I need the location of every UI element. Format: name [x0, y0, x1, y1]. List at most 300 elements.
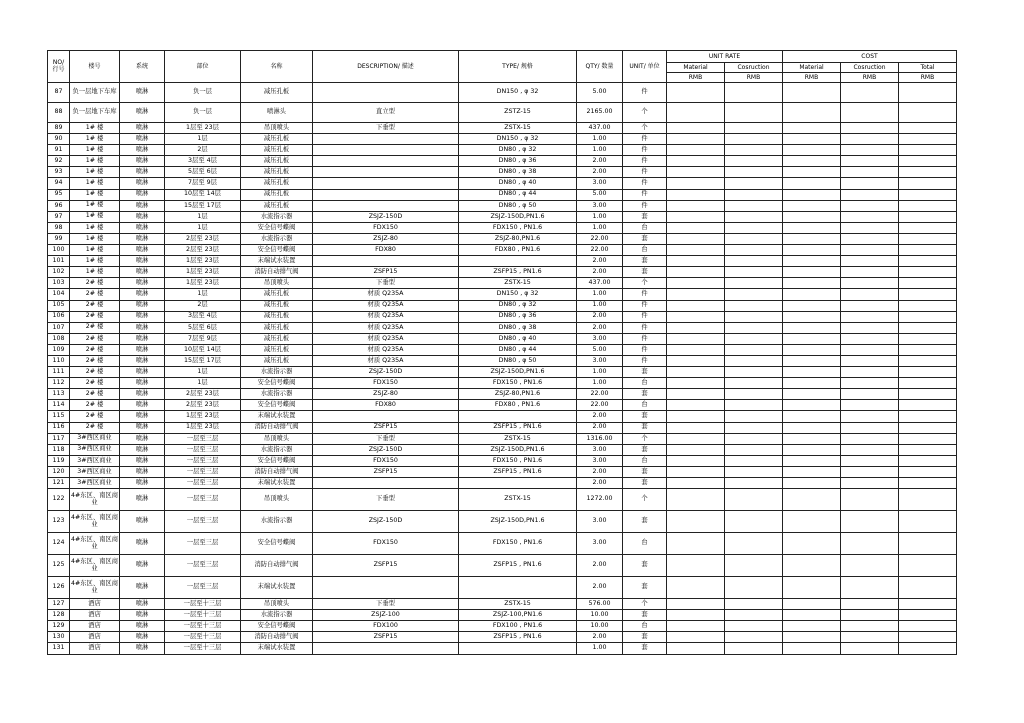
- row-building: 2# 楼: [70, 300, 120, 311]
- row-no: 89: [48, 123, 70, 134]
- row-no: 120: [48, 466, 70, 477]
- row-cost-cell: [725, 178, 783, 189]
- row-cost-cell: [725, 643, 783, 654]
- row-description: ZSFP15: [313, 422, 459, 433]
- row-description: ZSFP15: [313, 555, 459, 577]
- row-cost-cell: [783, 478, 841, 489]
- row-no: 111: [48, 367, 70, 378]
- row-cost-cell: [841, 577, 899, 599]
- row-cost-cell: [899, 178, 957, 189]
- row-system: 喷淋: [120, 156, 165, 167]
- row-system: 喷淋: [120, 511, 165, 533]
- row-cost-cell: [899, 433, 957, 444]
- row-cost-cell: [667, 267, 725, 278]
- row-cost-cell: [667, 211, 725, 222]
- table-row: [48, 211, 957, 222]
- row-no: 91: [48, 145, 70, 156]
- row-name: 水流指示器: [241, 610, 313, 621]
- row-type: DN150 , φ 32: [459, 289, 577, 300]
- row-name: 减压孔板: [241, 83, 313, 103]
- row-type: ZSTX-15: [459, 278, 577, 289]
- table-row: [48, 610, 957, 621]
- row-cost-cell: [841, 344, 899, 355]
- row-location: 一层至三层: [165, 455, 241, 466]
- row-qty: 1.00: [577, 134, 623, 145]
- table-row: [48, 355, 957, 366]
- row-building: 4#东区、南区商业: [70, 511, 120, 533]
- row-cost-cell: [667, 311, 725, 322]
- row-cost-cell: [667, 621, 725, 632]
- row-unit: 套: [623, 211, 667, 222]
- row-location: 1层: [165, 211, 241, 222]
- row-cost-cell: [899, 289, 957, 300]
- row-cost-cell: [841, 533, 899, 555]
- row-cost-cell: [783, 344, 841, 355]
- row-system: 喷淋: [120, 577, 165, 599]
- row-cost-cell: [783, 145, 841, 156]
- row-unit: 套: [623, 610, 667, 621]
- row-cost-cell: [667, 610, 725, 621]
- row-cost-cell: [667, 433, 725, 444]
- row-cost-cell: [899, 478, 957, 489]
- table-row: [48, 289, 957, 300]
- row-description: ZSFP15: [313, 466, 459, 477]
- row-location: 2层至 23层: [165, 233, 241, 244]
- row-type: ZSTX-15: [459, 599, 577, 610]
- row-cost-cell: [783, 83, 841, 103]
- row-no: 123: [48, 511, 70, 533]
- row-cost-cell: [667, 322, 725, 333]
- row-cost-cell: [667, 83, 725, 103]
- row-description: ZSJZ-80: [313, 233, 459, 244]
- row-cost-cell: [783, 643, 841, 654]
- row-cost-cell: [783, 134, 841, 145]
- row-unit: 台: [623, 400, 667, 411]
- row-unit: 套: [623, 466, 667, 477]
- col-header-description: DESCRIPTION/ 描述: [313, 51, 459, 83]
- row-cost-cell: [725, 245, 783, 256]
- row-type: [459, 411, 577, 422]
- row-no: 117: [48, 433, 70, 444]
- row-cost-cell: [725, 389, 783, 400]
- col-header-unit-rate: UNIT RATE: [667, 51, 783, 63]
- row-cost-cell: [725, 533, 783, 555]
- row-cost-cell: [899, 344, 957, 355]
- row-cost-cell: [725, 200, 783, 211]
- row-system: 喷淋: [120, 145, 165, 156]
- row-cost-cell: [783, 156, 841, 167]
- row-building: 4#东区、南区商业: [70, 489, 120, 511]
- row-unit: 件: [623, 333, 667, 344]
- row-system: 喷淋: [120, 466, 165, 477]
- row-type: DN80 , φ 32: [459, 145, 577, 156]
- row-qty: 22.00: [577, 400, 623, 411]
- table-row: [48, 233, 957, 244]
- row-cost-cell: [667, 145, 725, 156]
- row-description: FDX80: [313, 245, 459, 256]
- row-qty: 10.00: [577, 610, 623, 621]
- row-cost-cell: [899, 189, 957, 200]
- row-type: DN150 , φ 32: [459, 83, 577, 103]
- row-cost-cell: [667, 478, 725, 489]
- row-cost-cell: [725, 311, 783, 322]
- row-name: 减压孔板: [241, 322, 313, 333]
- row-qty: 22.00: [577, 233, 623, 244]
- row-qty: 22.00: [577, 245, 623, 256]
- row-building: 酒店: [70, 599, 120, 610]
- table-row: [48, 511, 957, 533]
- row-cost-cell: [841, 83, 899, 103]
- row-name: 末端试水装置: [241, 411, 313, 422]
- col-header-rate-material: Material: [667, 63, 725, 73]
- row-qty: 1.00: [577, 300, 623, 311]
- row-no: 96: [48, 200, 70, 211]
- row-description: [313, 577, 459, 599]
- col-header-currency: RMB: [783, 73, 841, 83]
- row-building: 4#东区、南区商业: [70, 533, 120, 555]
- row-cost-cell: [725, 344, 783, 355]
- row-cost-cell: [899, 278, 957, 289]
- row-type: [459, 577, 577, 599]
- row-cost-cell: [725, 444, 783, 455]
- row-no: 116: [48, 422, 70, 433]
- row-cost-cell: [725, 355, 783, 366]
- row-location: 负一层: [165, 83, 241, 103]
- row-no: 109: [48, 344, 70, 355]
- row-unit: 套: [623, 367, 667, 378]
- row-qty: 2.00: [577, 466, 623, 477]
- row-cost-cell: [899, 378, 957, 389]
- row-cost-cell: [899, 389, 957, 400]
- row-cost-cell: [667, 200, 725, 211]
- row-type: DN80 , φ 38: [459, 322, 577, 333]
- row-location: 2层: [165, 145, 241, 156]
- row-system: 喷淋: [120, 367, 165, 378]
- table-row: [48, 134, 957, 145]
- row-description: [313, 156, 459, 167]
- row-cost-cell: [783, 577, 841, 599]
- row-unit: 台: [623, 378, 667, 389]
- row-description: ZSFP15: [313, 267, 459, 278]
- row-cost-cell: [841, 610, 899, 621]
- row-cost-cell: [725, 466, 783, 477]
- row-building: 1# 楼: [70, 233, 120, 244]
- col-header-unit: UNIT/ 单位: [623, 51, 667, 83]
- row-cost-cell: [899, 466, 957, 477]
- row-building: 3#西区商业: [70, 444, 120, 455]
- col-header-qty: QTY/ 数量: [577, 51, 623, 83]
- row-no: 105: [48, 300, 70, 311]
- row-location: 1层至 23层: [165, 123, 241, 134]
- row-qty: 2.00: [577, 478, 623, 489]
- row-cost-cell: [899, 599, 957, 610]
- row-cost-cell: [725, 156, 783, 167]
- row-cost-cell: [783, 355, 841, 366]
- row-description: 材质 Q235A: [313, 300, 459, 311]
- table-row: [48, 533, 957, 555]
- row-no: 114: [48, 400, 70, 411]
- row-unit: 套: [623, 643, 667, 654]
- row-cost-cell: [783, 311, 841, 322]
- row-cost-cell: [841, 355, 899, 366]
- row-no: 100: [48, 245, 70, 256]
- row-cost-cell: [783, 256, 841, 267]
- row-building: 2# 楼: [70, 311, 120, 322]
- row-no: 130: [48, 632, 70, 643]
- row-type: DN80 , φ 50: [459, 200, 577, 211]
- row-location: 2层至 23层: [165, 400, 241, 411]
- row-location: 一层至十三层: [165, 643, 241, 654]
- table-row: [48, 489, 957, 511]
- row-description: 材质 Q235A: [313, 344, 459, 355]
- row-type: DN80 , φ 44: [459, 189, 577, 200]
- row-system: 喷淋: [120, 333, 165, 344]
- row-no: 90: [48, 134, 70, 145]
- row-location: 一层至十三层: [165, 632, 241, 643]
- table-row: [48, 267, 957, 278]
- row-name: 减压孔板: [241, 167, 313, 178]
- row-type: FDX150 , PN1.6: [459, 533, 577, 555]
- row-type: ZSFP15 , PN1.6: [459, 466, 577, 477]
- row-no: 122: [48, 489, 70, 511]
- row-unit: 套: [623, 411, 667, 422]
- row-description: FDX80: [313, 400, 459, 411]
- row-building: 1# 楼: [70, 167, 120, 178]
- row-cost-cell: [725, 267, 783, 278]
- row-description: ZSJZ-100: [313, 610, 459, 621]
- row-qty: 2.00: [577, 311, 623, 322]
- row-cost-cell: [667, 278, 725, 289]
- table-row: [48, 311, 957, 322]
- row-building: 1# 楼: [70, 134, 120, 145]
- row-system: 喷淋: [120, 189, 165, 200]
- row-cost-cell: [725, 367, 783, 378]
- row-location: 一层至三层: [165, 511, 241, 533]
- row-cost-cell: [783, 411, 841, 422]
- row-unit: 个: [623, 433, 667, 444]
- table-row: [48, 621, 957, 632]
- row-cost-cell: [841, 156, 899, 167]
- table-row: [48, 333, 957, 344]
- row-type: FDX80 , PN1.6: [459, 400, 577, 411]
- row-cost-cell: [783, 400, 841, 411]
- row-unit: 件: [623, 355, 667, 366]
- col-header-currency: RMB: [725, 73, 783, 83]
- row-qty: 5.00: [577, 344, 623, 355]
- table-row: [48, 389, 957, 400]
- row-building: 2# 楼: [70, 322, 120, 333]
- row-unit: 件: [623, 189, 667, 200]
- row-type: DN80 , φ 44: [459, 344, 577, 355]
- row-location: 1层至 23层: [165, 267, 241, 278]
- row-type: ZSJZ-150D,PN1.6: [459, 444, 577, 455]
- row-no: 94: [48, 178, 70, 189]
- row-description: 直立型: [313, 103, 459, 123]
- row-cost-cell: [841, 411, 899, 422]
- row-cost-cell: [725, 610, 783, 621]
- row-name: 吊顶喷头: [241, 489, 313, 511]
- row-cost-cell: [667, 156, 725, 167]
- row-cost-cell: [841, 466, 899, 477]
- row-type: ZSFP15 , PN1.6: [459, 632, 577, 643]
- table-row: [48, 344, 957, 355]
- row-building: 2# 楼: [70, 333, 120, 344]
- row-description: [313, 200, 459, 211]
- row-cost-cell: [725, 422, 783, 433]
- row-cost-cell: [667, 555, 725, 577]
- row-unit: 套: [623, 422, 667, 433]
- table-row: [48, 300, 957, 311]
- row-name: 末端试水装置: [241, 643, 313, 654]
- row-system: 喷淋: [120, 178, 165, 189]
- table-row: [48, 322, 957, 333]
- row-system: 喷淋: [120, 599, 165, 610]
- row-cost-cell: [783, 200, 841, 211]
- row-location: 一层至三层: [165, 444, 241, 455]
- row-qty: 1.00: [577, 222, 623, 233]
- row-system: 喷淋: [120, 211, 165, 222]
- row-cost-cell: [841, 267, 899, 278]
- row-description: 下垂型: [313, 278, 459, 289]
- row-location: 1层: [165, 134, 241, 145]
- row-type: ZSJZ-150D,PN1.6: [459, 367, 577, 378]
- row-unit: 套: [623, 233, 667, 244]
- row-description: [313, 167, 459, 178]
- row-cost-cell: [841, 422, 899, 433]
- row-cost-cell: [667, 355, 725, 366]
- row-description: 材质 Q235A: [313, 311, 459, 322]
- row-description: FDX150: [313, 533, 459, 555]
- row-location: 一层至三层: [165, 533, 241, 555]
- row-building: 2# 楼: [70, 355, 120, 366]
- row-cost-cell: [899, 422, 957, 433]
- row-qty: 1272.00: [577, 489, 623, 511]
- row-name: 末端试水装置: [241, 256, 313, 267]
- col-header-rate-construction: Cosruction: [725, 63, 783, 73]
- row-type: DN80 , φ 40: [459, 178, 577, 189]
- row-cost-cell: [841, 103, 899, 123]
- col-header-location: 部位: [165, 51, 241, 83]
- row-cost-cell: [667, 466, 725, 477]
- col-header-cost-material: Material: [783, 63, 841, 73]
- row-description: 下垂型: [313, 489, 459, 511]
- row-cost-cell: [783, 278, 841, 289]
- row-system: 喷淋: [120, 632, 165, 643]
- row-no: 87: [48, 83, 70, 103]
- row-cost-cell: [899, 444, 957, 455]
- row-no: 107: [48, 322, 70, 333]
- row-cost-cell: [783, 610, 841, 621]
- col-header-building: 楼号: [70, 51, 120, 83]
- row-location: 2层至 23层: [165, 245, 241, 256]
- row-name: 减压孔板: [241, 300, 313, 311]
- row-qty: 1.00: [577, 211, 623, 222]
- row-system: 喷淋: [120, 103, 165, 123]
- row-location: 一层至三层: [165, 466, 241, 477]
- row-cost-cell: [667, 256, 725, 267]
- row-cost-cell: [783, 599, 841, 610]
- row-cost-cell: [841, 222, 899, 233]
- row-system: 喷淋: [120, 355, 165, 366]
- row-unit: 件: [623, 167, 667, 178]
- row-cost-cell: [667, 599, 725, 610]
- row-cost-cell: [841, 134, 899, 145]
- row-type: ZSFP15 , PN1.6: [459, 422, 577, 433]
- row-unit: 台: [623, 621, 667, 632]
- table-row: [48, 256, 957, 267]
- row-building: 2# 楼: [70, 344, 120, 355]
- row-type: ZSFP15 , PN1.6: [459, 267, 577, 278]
- row-location: 一层至十三层: [165, 599, 241, 610]
- row-cost-cell: [667, 103, 725, 123]
- row-building: 4#东区、南区商业: [70, 555, 120, 577]
- row-description: ZSJZ-150D: [313, 444, 459, 455]
- row-no: 119: [48, 455, 70, 466]
- row-no: 128: [48, 610, 70, 621]
- row-type: FDX80 , PN1.6: [459, 245, 577, 256]
- row-name: 水流指示器: [241, 367, 313, 378]
- row-unit: 个: [623, 599, 667, 610]
- price-schedule-table: [47, 50, 957, 655]
- row-type: DN80 , φ 36: [459, 311, 577, 322]
- row-location: 1层至 23层: [165, 256, 241, 267]
- row-cost-cell: [841, 245, 899, 256]
- row-system: 喷淋: [120, 444, 165, 455]
- row-unit: 个: [623, 278, 667, 289]
- row-cost-cell: [725, 455, 783, 466]
- table-row: [48, 378, 957, 389]
- row-building: 负一层地下车库: [70, 83, 120, 103]
- row-description: FDX150: [313, 222, 459, 233]
- row-description: 材质 Q235A: [313, 355, 459, 366]
- row-cost-cell: [841, 389, 899, 400]
- row-cost-cell: [667, 511, 725, 533]
- row-cost-cell: [725, 189, 783, 200]
- row-type: DN80 , φ 50: [459, 355, 577, 366]
- row-cost-cell: [725, 167, 783, 178]
- row-cost-cell: [725, 256, 783, 267]
- row-unit: 套: [623, 577, 667, 599]
- row-description: [313, 643, 459, 654]
- row-cost-cell: [725, 83, 783, 103]
- row-name: 安全信号蝶阀: [241, 400, 313, 411]
- row-type: DN80 , φ 36: [459, 156, 577, 167]
- table-row: [48, 643, 957, 654]
- row-description: 下垂型: [313, 599, 459, 610]
- row-building: 2# 楼: [70, 289, 120, 300]
- table-row: [48, 245, 957, 256]
- row-qty: 2.00: [577, 555, 623, 577]
- row-cost-cell: [783, 189, 841, 200]
- row-description: 材质 Q235A: [313, 333, 459, 344]
- row-name: 消防自动排气阀: [241, 632, 313, 643]
- row-building: 3#西区商业: [70, 433, 120, 444]
- table-row: [48, 444, 957, 455]
- row-system: 喷淋: [120, 167, 165, 178]
- row-unit: 套: [623, 555, 667, 577]
- row-cost-cell: [783, 167, 841, 178]
- row-system: 喷淋: [120, 389, 165, 400]
- row-system: 喷淋: [120, 478, 165, 489]
- row-location: 10层至 14层: [165, 344, 241, 355]
- row-qty: 3.00: [577, 455, 623, 466]
- row-cost-cell: [899, 200, 957, 211]
- row-cost-cell: [841, 322, 899, 333]
- row-cost-cell: [667, 344, 725, 355]
- row-location: 1层: [165, 289, 241, 300]
- row-type: FDX150 , PN1.6: [459, 378, 577, 389]
- row-qty: 5.00: [577, 189, 623, 200]
